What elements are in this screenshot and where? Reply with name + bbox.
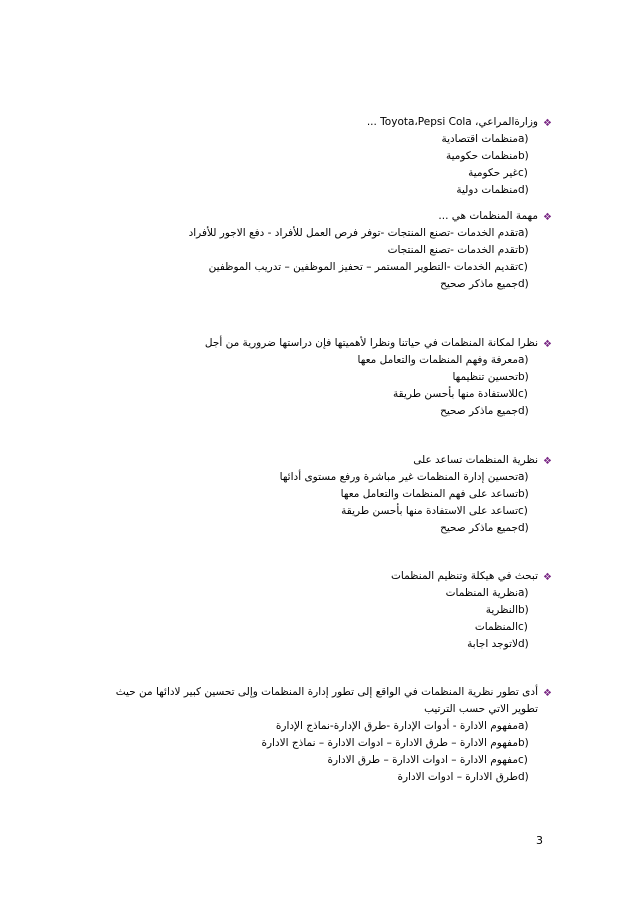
option-d: d)جميع ماذكر صحيح: [440, 278, 529, 290]
question-stem: ❖ وزارةالمراعي، Toyota،Pepsi Cola ...: [367, 114, 538, 131]
option-c: c)غير حكومية: [468, 167, 528, 179]
option-c: c)للاستفادة منها بأحسن طريقة: [393, 388, 528, 400]
option-d: d)جميع ماذكر صحيح: [440, 405, 529, 417]
option-d: d)لاتوجد اجابة: [467, 638, 529, 650]
option-a: a)مفهوم الادارة - أدوات الإدارة -طرق الإدارة-نماذج الإدارة: [275, 720, 529, 732]
option-a: a)معرفة وفهم المنظمات والتعامل معها: [357, 354, 529, 366]
option-c: c)المنظمات: [474, 621, 528, 633]
option-c: c)تساعد على الاستفادة منها بأحسن طريقة: [341, 505, 528, 517]
option-a: a)نظرية المنظمات: [445, 587, 529, 599]
diamond-bullet-icon: ❖: [543, 118, 552, 129]
option-a: a)تقدم الخدمات -تصنع المنتجات -توفر فرص العمل للأفراد - دفع الاجور للأفراد: [188, 227, 529, 239]
option-b: b)تقدم الخدمات -تصنع المنتجات: [387, 244, 529, 256]
option-a: a)منظمات اقتصادية: [441, 133, 529, 145]
option-d: d)طرق الادارة – ادوات الادارة: [397, 771, 529, 783]
question-stem: ❖ نظرا لمكانة المنظمات في حياتنا ونظرا لأهميتها فإن دراستها ضرورية من أجل: [205, 335, 538, 352]
question-5: [391, 568, 552, 653]
option-c: c)تقديم الخدمات -التطوير المستمر – تحفيز الموظفين – تدريب الموظفين: [208, 261, 528, 273]
option-b: b)تساعد على فهم المنظمات والتعامل معها: [340, 488, 529, 500]
diamond-bullet-icon: ❖: [543, 339, 552, 350]
question-3: [204, 335, 552, 420]
question-6: [98, 684, 552, 786]
question-2: [188, 208, 552, 293]
page-number: 3: [536, 834, 543, 847]
question-stem: ❖ تبحث في هيكلة وتنظيم المنظمات: [391, 568, 538, 585]
question-stem: ❖ مهمة المنظمات هي ...: [189, 208, 538, 225]
question-stem: ❖ نظرية المنظمات تساعد على: [280, 452, 538, 469]
question-1: [366, 114, 552, 199]
option-b: b)منظمات حكومية: [445, 150, 529, 162]
option-c: c)مفهوم الادارة – ادوات الادارة – طرق الادارة: [327, 754, 528, 766]
option-b: b)تحسين تنظيمها: [452, 371, 529, 383]
diamond-bullet-icon: ❖: [543, 572, 552, 583]
diamond-bullet-icon: ❖: [543, 688, 552, 699]
option-b: b)مفهوم الادارة – طرق الادارة – ادوات الادارة – نماذج الادارة: [261, 737, 529, 749]
question-4: [279, 452, 552, 537]
diamond-bullet-icon: ❖: [543, 456, 552, 467]
diamond-bullet-icon: ❖: [543, 212, 552, 223]
option-b: b)النظرية: [485, 604, 529, 616]
option-d: d)جميع ماذكر صحيح: [440, 522, 529, 534]
question-stem: ❖ أدى تطور نظرية المنظمات في الواقع إلى تطور إدارة المنظمات وإلى تحسين كبير لادائها من حيث تطوير الاتي حسب الترتيب: [115, 686, 552, 715]
option-d: d)منظمات دولية: [456, 184, 529, 196]
option-a: a)تحسين إدارة المنظمات غير مباشرة ورفع مستوى أدائها: [279, 471, 529, 483]
